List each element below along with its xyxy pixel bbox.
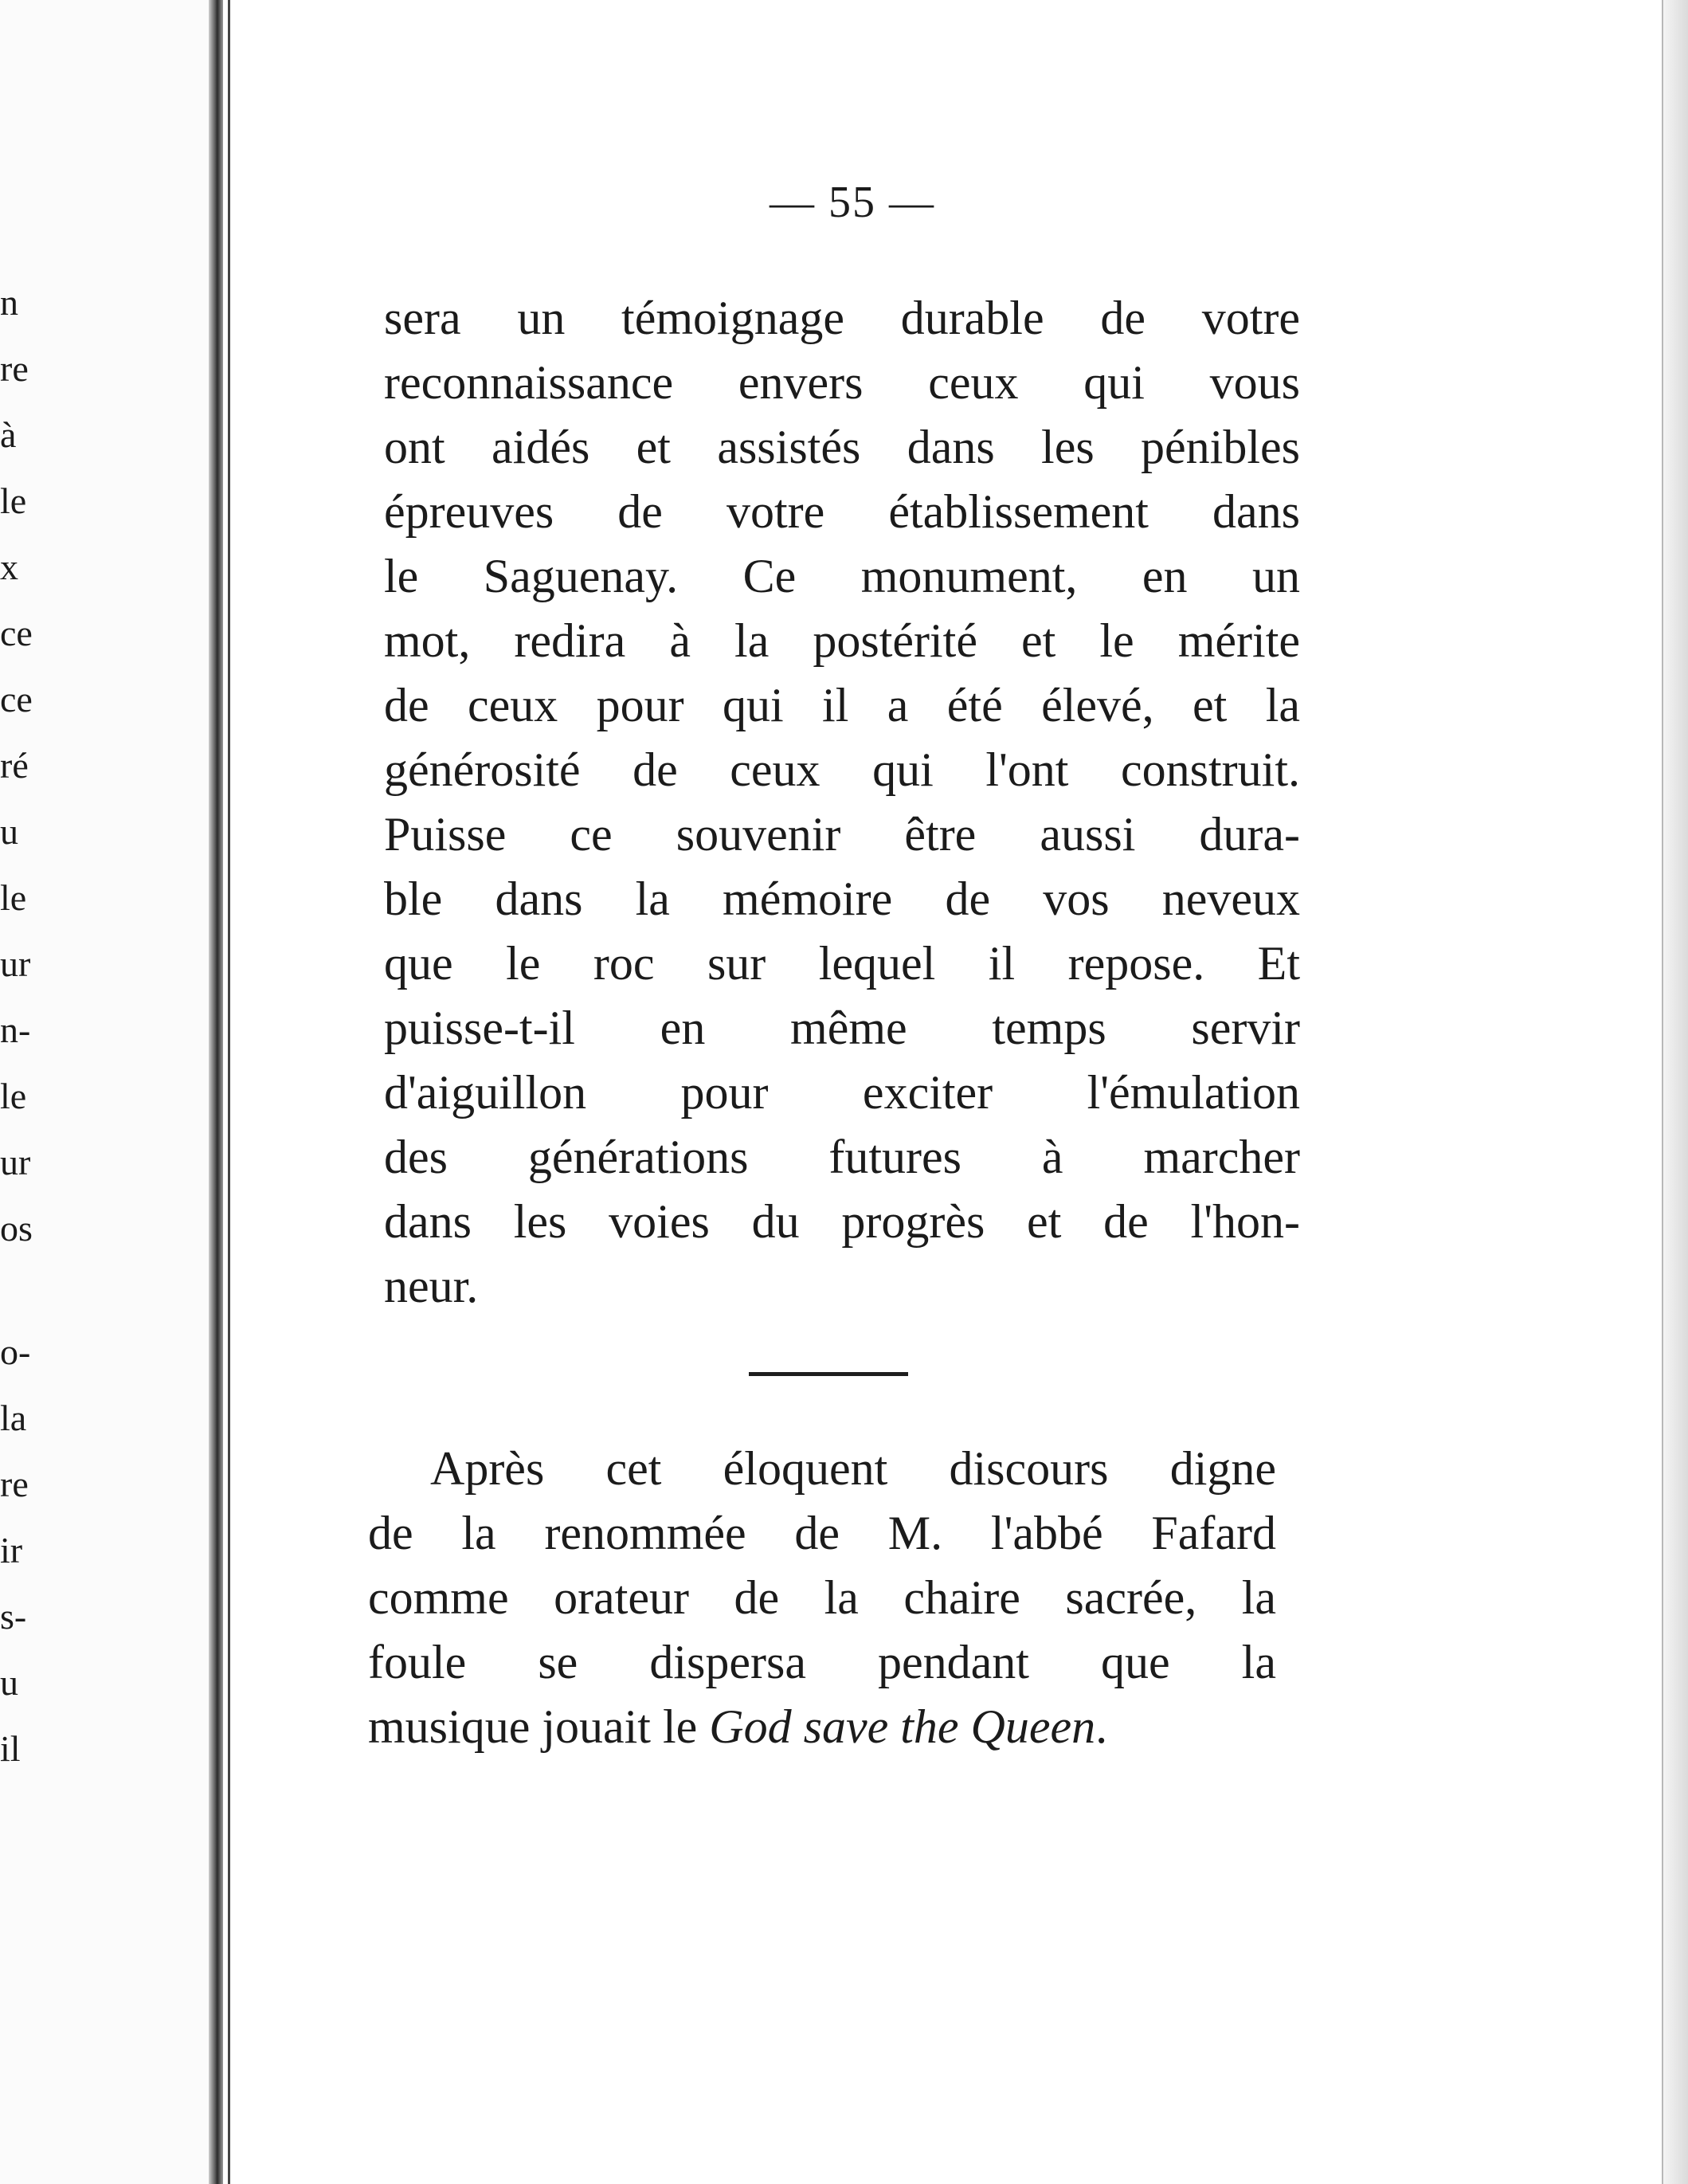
text-line: Puisse ce souvenir être aussi dura-	[384, 808, 1300, 861]
text-line: dans les voies du progrès et de l'hon-	[384, 1195, 1300, 1248]
previous-page-fragment: la	[0, 1398, 27, 1438]
previous-page-fragment: re	[0, 348, 29, 389]
previous-page-fragment: n-	[0, 1010, 31, 1050]
text-line: neur.	[384, 1260, 479, 1312]
italic-title-god-save-the-queen: God save the Queen	[709, 1700, 1096, 1753]
text-line: que le roc sur lequel il repose. Et	[384, 937, 1300, 990]
previous-page-fragment: ur	[0, 943, 31, 984]
previous-page-fragment: re	[0, 1464, 29, 1504]
text-line: ble dans la mémoire de vos neveux	[384, 872, 1300, 925]
text-line: des générations futures à marcher	[384, 1131, 1300, 1183]
previous-page-fragment: le	[0, 1076, 27, 1116]
page-number: — 55 —	[770, 178, 935, 227]
section-separator-rule	[749, 1372, 908, 1376]
text-line: foule se dispersa pendant que la	[368, 1636, 1276, 1688]
page-right-edge	[1662, 0, 1688, 2184]
book-gutter	[209, 0, 223, 2184]
previous-page-fragment: u	[0, 1662, 18, 1703]
previous-page-fragment: s-	[0, 1596, 27, 1637]
previous-page-fragment: x	[0, 547, 18, 587]
text-line: épreuves de votre établissement dans	[384, 485, 1300, 538]
text-span: .	[1095, 1700, 1108, 1753]
previous-page-fragment: ir	[0, 1530, 23, 1570]
previous-page-fragment: il	[0, 1728, 21, 1769]
previous-page-edge	[0, 0, 215, 2184]
text-line: puisse-t-il en même temps servir	[384, 1002, 1300, 1054]
text-line-last	[368, 1699, 1276, 1755]
text-line: de la renommée de M. l'abbé Fafard	[368, 1507, 1276, 1559]
previous-page-fragment: ce	[0, 679, 33, 720]
previous-page-fragment: ce	[0, 613, 33, 653]
text-line: reconnaissance envers ceux qui vous	[384, 356, 1300, 409]
text-line: générosité de ceux qui l'ont construit.	[384, 743, 1300, 796]
text-line: le Saguenay. Ce monument, en un	[384, 550, 1300, 602]
text-line: Après cet éloquent discours digne	[430, 1442, 1276, 1495]
gutter-line	[228, 0, 230, 2184]
previous-page-fragment: ré	[0, 745, 29, 786]
previous-page-fragment: n	[0, 282, 18, 323]
previous-page-fragment: à	[0, 414, 17, 455]
text-line: d'aiguillon pour exciter l'émulation	[384, 1066, 1300, 1119]
text-line: mot, redira à la postérité et le mérite	[384, 614, 1300, 667]
previous-page-fragment: os	[0, 1208, 33, 1249]
text-span: musique jouait le	[368, 1700, 710, 1753]
previous-page-fragment: le	[0, 877, 27, 918]
text-line: ont aidés et assistés dans les pénibles	[384, 421, 1300, 473]
previous-page-text-fragments	[0, 0, 215, 2184]
text-line: sera un témoignage durable de votre	[384, 292, 1300, 344]
text-line: de ceux pour qui il a été élevé, et la	[384, 679, 1300, 731]
previous-page-fragment: o-	[0, 1331, 31, 1372]
text-line: comme orateur de la chaire sacrée, la	[368, 1571, 1276, 1624]
previous-page-fragment: le	[0, 480, 27, 521]
previous-page-fragment: u	[0, 811, 18, 852]
previous-page-fragment: ur	[0, 1142, 31, 1182]
